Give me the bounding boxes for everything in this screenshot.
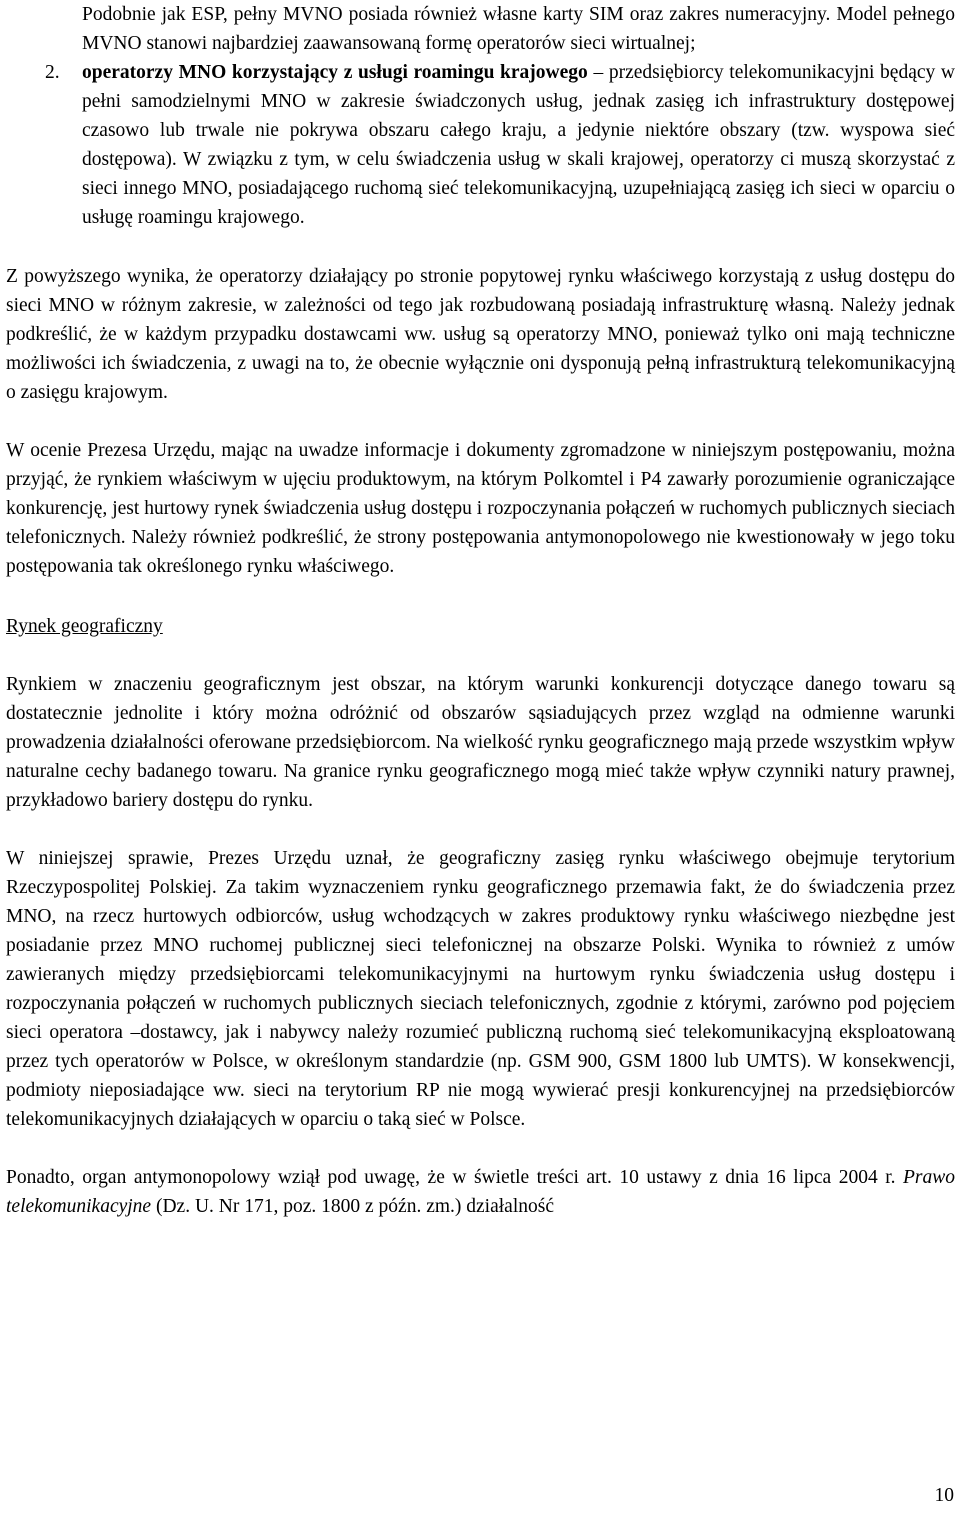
page-number: 10	[934, 1485, 954, 1506]
list-item-1-tail: Podobnie jak ESP, pełny MVNO posiada również własne karty SIM oraz zakres numeracyjny. Model pełnego MVNO stanowi najbardziej zaawansowaną formę operatorów sieci wirtualnej;	[82, 4, 955, 54]
list-item-2-term: operatorzy MNO korzystający z usługi roamingu krajowego	[82, 62, 588, 83]
paragraph-5	[6, 1163, 955, 1221]
section-heading: Rynek geograficzny	[6, 616, 163, 637]
list-item-2	[45, 58, 955, 232]
paragraph-5-end: (Dz. U. Nr 171, poz. 1800 z późn. zm.) działalność	[151, 1196, 554, 1217]
list-number: 2.	[45, 62, 60, 83]
document-page	[6, 0, 955, 1221]
list-item-2-body: – przedsiębiorcy telekomunikacyjni będący w pełni samodzielnymi MNO w zakresie świadczonych usług, jednak zasięg ich infrastruktury dostępowej czasowo lub trwale nie pokrywa obszaru całego kraju, a jedynie niektóre obszary (tzw. wyspowa sieć dostępowa). W związku z tym, w celu świadczenia usług w skali krajowej, operatorzy ci muszą skorzystać z sieci innego MNO, posiadającego ruchomą sieć telekomunikacyjną, uzupełniającą zasięg ich sieci w oparciu o usługę roamingu krajowego.	[82, 62, 955, 228]
paragraph-3: Rynkiem w znaczeniu geograficznym jest obszar, na którym warunki konkurencji dotyczące danego towaru są dostatecznie jednolite i który można odróżnić od obszarów sąsiadujących przez wzgląd na odmienne warunki prowadzenia działalności oferowane przedsiębiorcom. Na wielkość rynku geograficznego mają przede wszystkim wpływ naturalne cechy badanego towaru. Na granice rynku geograficznego mogą mieć także wpływ czynniki natury prawnej, przykładowo bariery dostępu do rynku.	[6, 674, 955, 811]
paragraph-4: W niniejszej sprawie, Prezes Urzędu uznał, że geograficzny zasięg rynku właściwego obejmuje terytorium Rzeczypospolitej Polskiej. Za takim wyznaczeniem rynku geograficznego przemawia fakt, że do świadczenia przez MNO, na rzecz hurtowych odbiorców, usług wchodzących w zakres produktowy rynku właściwego niezbędne jest posiadanie przez MNO ruchomej publicznej sieci telefonicznej na obszarze Polski. Wynika to również z umów zawieranych między przedsiębiorcami telekomunikacyjnymi na hurtowym rynku świadczenia usług dostępu i rozpoczynania połączeń w ruchomych publicznych sieciach telefonicznych, zgodnie z którymi, zarówno pod pojęciem sieci operatora –dostawcy, jak i nabywcy należy rozumieć publiczną ruchomą sieć telekomunikacyjną eksploatowaną przez tych operatorów w Polsce, w określonym standardzie (np. GSM 900, GSM 1800 lub UMTS). W konsekwencji, podmioty nieposiadające ww. sieci na terytorium RP nie mogą wywierać presji konkurencyjnej na przedsiębiorców telekomunikacyjnych działających w oparciu o taką sieć w Polsce.	[6, 848, 955, 1130]
paragraph-2: W ocenie Prezesa Urzędu, mając na uwadze informacje i dokumenty zgromadzone w niniejszym postępowaniu, można przyjąć, że rynkiem właściwym w ujęciu produktowym, na którym Polkomtel i P4 zawarły porozumienie ograniczające konkurencję, jest hurtowy rynek świadczenia usług dostępu i rozpoczynania połączeń w ruchomych publicznych sieciach telefonicznych. Należy również podkreślić, że strony postępowania antymonopolowego nie kwestionowały w jego toku postępowania tak określonego rynku właściwego.	[6, 440, 955, 577]
act-title: Prawo telekomunikacyjne	[6, 1167, 955, 1217]
paragraph-1: Z powyższego wynika, że operatorzy działający po stronie popytowej rynku właściwego korzystają z usług dostępu do sieci MNO w różnym zakresie, w zależności od tego jak rozbudowaną posiadają infrastrukturę własną. Należy jednak podkreślić, że w każdym przypadku dostawcami ww. usług są operatorzy MNO, ponieważ tylko oni mają techniczne możliwości ich świadczenia, z uwagi na to, że obecnie wyłącznie oni dysponują pełną infrastrukturą telekomunikacyjną o zasięgu krajowym.	[6, 266, 955, 403]
paragraph-5-start: Ponadto, organ antymonopolowy wziął pod uwagę, że w świetle treści art. 10 ustawy z dnia 16 lipca 2004 r.	[6, 1167, 903, 1188]
list-block	[45, 0, 955, 232]
list-item-2-text	[82, 58, 955, 232]
